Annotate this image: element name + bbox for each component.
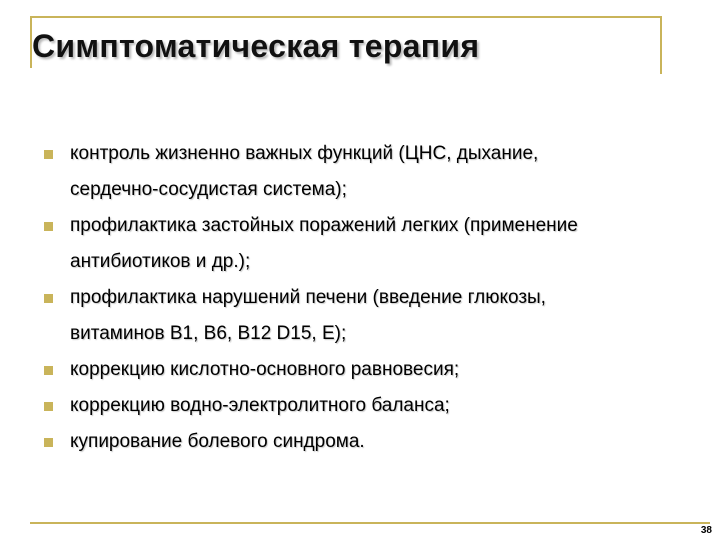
square-bullet-icon [44,366,53,375]
square-bullet-icon [44,402,53,411]
square-bullet-icon [44,294,53,303]
footer-rule [30,522,710,524]
bullet-text-line: коррекцию водно-электролитного баланса; [70,395,450,416]
bullet-item [44,136,644,208]
square-bullet-icon [44,222,53,231]
bullet-list [44,136,644,460]
bullet-text-line: сердечно-сосудистая система); [70,179,347,200]
square-bullet-icon [44,150,53,159]
bullet-item [44,280,644,352]
bullet-item [44,388,644,424]
slide-title: Симптоматическая терапия [32,28,480,64]
title-frame-top-rule [30,16,662,18]
bullet-text-line: контроль жизненно важных функций (ЦНС, дыхание, [70,143,539,164]
bullet-item [44,208,644,280]
bullet-text-line: купирование болевого синдрома. [70,431,365,452]
bullet-item [44,352,644,388]
bullet-text-line: профилактика застойных поражений легких (применение [70,215,578,236]
bullet-text-line: витаминов В1, В6, В12 D15, Е); [70,323,347,344]
bullet-item [44,424,644,460]
bullet-text-line: антибиотиков и др.); [70,251,251,272]
bullet-text-line: профилактика нарушений печени (введение глюкозы, [70,287,546,308]
bullet-text-line: коррекцию кислотно-основного равновесия; [70,359,460,380]
square-bullet-icon [44,438,53,447]
title-frame-right-rule [660,16,662,74]
page-number: 38 [700,525,712,536]
